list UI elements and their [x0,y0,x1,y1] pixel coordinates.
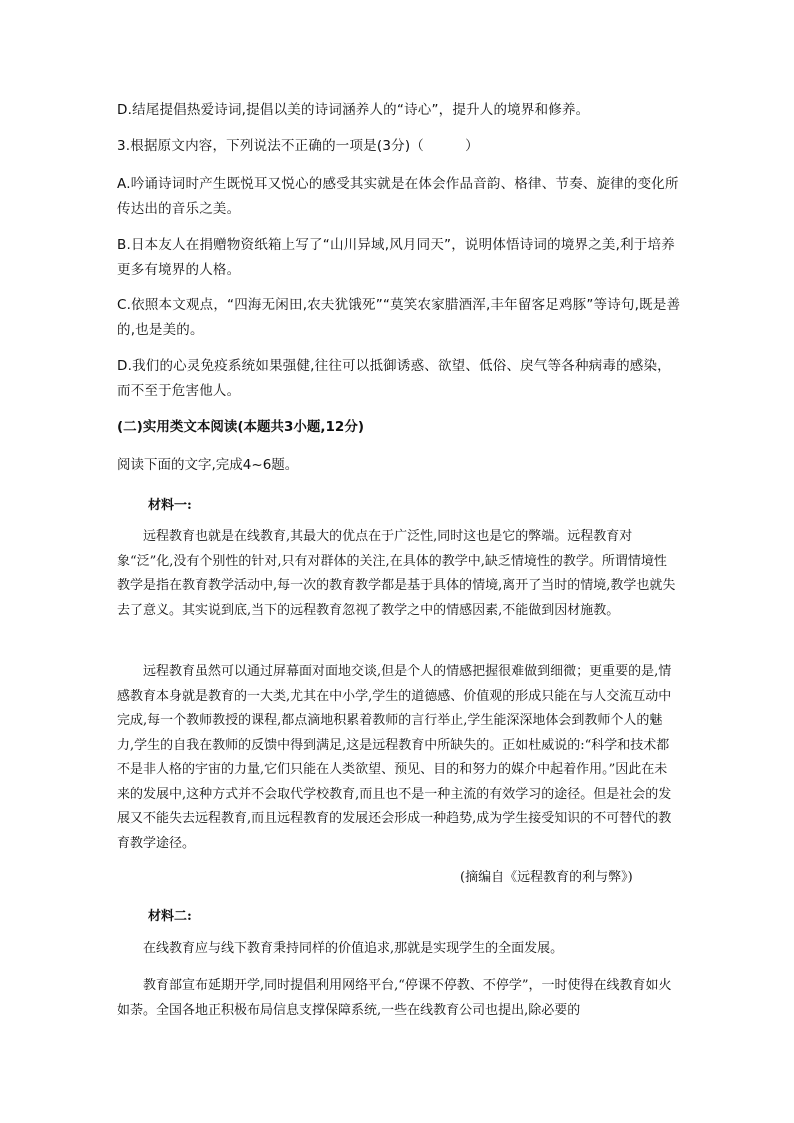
option-c: C.依照本文观点，“四海无闲田,农夫犹饿死”“莫笑农家腊酒浑,丰年留客足鸡豚”等诗句,既是善的,也是美的。 [117,297,681,338]
option-a: A.吟诵诗词时产生既悦耳又悦心的感受其实就是在体会作品音韵、格律、节奏、旋律的变化所传达出的音乐之美。 [117,176,679,217]
option-d-prev: D.结尾提倡热爱诗词,提倡以美的诗词涵养人的“诗心”，提升人的境界和修养。 [117,102,590,118]
section-instruction: 阅读下面的文字,完成4~6题。 [117,457,299,473]
material-1-paragraph-2: 远程教育虽然可以通过屏幕面对面地交谈,但是个人的情感把握很难做到细微；更重要的是,情感教育本身就是教育的一大类,尤其在中小学,学生的道德感、价值观的形成只能在与人交流互动中完成,每一个教师教授的课程,都点滴地积累着教师的言行举止,学生能深深地体会到教师个人的魅力,学生的自我在教师的反馈中得到满足,这是远程教育中所缺失的。正如杜威说的:“科学和技术都不是非人格的宇宙的力量,它们只能在人类欲望、预见、目的和努力的媒介中起着作用。”因此在未来的发展中,这种方式并不会取代学校教育,而且也不是一种主流的有效学习的途径。但是社会的发展又不能失去远程教育,而且远程教育的发展还会形成一种趋势,成为学生接受知识的不可替代的教育教学途径。 [117,664,672,851]
section-heading: (二)实用类文本阅读(本题共3小题,12分) [117,419,364,435]
material-2-title: 材料二: [148,909,192,924]
material-2-paragraph-2: 教育部宣布延期开学,同时提倡利用网络平台,“停课不停教、不停学”，一时使得在线教育如火如荼。全国各地正积极布局信息支撑保障系统,一些在线教育公司也提出,除必要的 [117,978,672,1018]
material-1-source: (摘编自《远程教育的利与弊》) [460,870,633,885]
question-3: 3.根据原文内容，下列说法不正确的一项是(3分)（ ） [117,138,479,154]
material-1-title: 材料一: [148,498,192,513]
option-d: D.我们的心灵免疫系统如果强健,往往可以抵御诱惑、欲望、低俗、戾气等各种病毒的感染，而不至于危害他人。 [117,358,671,399]
option-b: B.日本友人在捐赠物资纸箱上写了“山川异域,风月同天”，说明体悟诗词的境界之美,利于培养更多有境界的人格。 [117,237,675,278]
material-2-paragraph-1: 在线教育应与线下教育秉持同样的价值追求,那就是实现学生的全面发展。 [143,941,564,956]
material-1-paragraph-1: 远程教育也就是在线教育,其最大的优点在于广泛性,同时这也是它的弊端。远程教育对象“泛”化,没有个别性的针对,只有对群体的关注,在具体的教学中,缺乏情境性的教学。所谓情境性教学是指在教育教学活动中,每一次的教育教学都是基于具体的情境,离开了当时的情境,教学也就失去了意义。其实说到底,当下的远程教育忽视了教学之中的情感因素,不能做到因材施教。 [117,529,676,618]
